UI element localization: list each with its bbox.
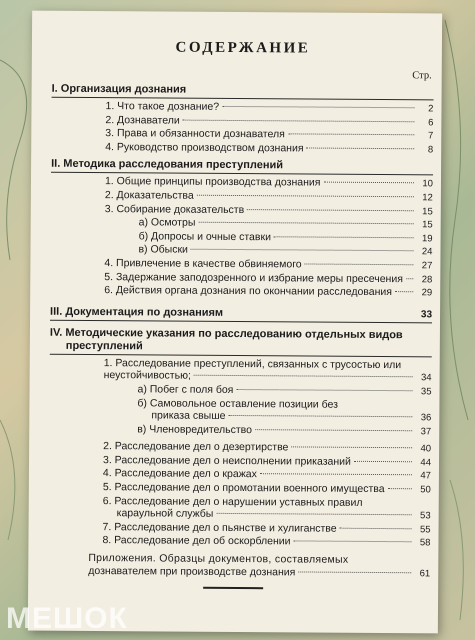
toc-entry: 6. Действия органа дознания по окончании расследования 29 bbox=[104, 284, 433, 299]
toc-entry: 2. Доказательства 12 bbox=[104, 189, 433, 204]
toc-entry: 4. Руководство производством дознания 8 bbox=[105, 140, 434, 156]
toc-entry: 1. Что такое дознание? 2 bbox=[105, 100, 434, 115]
toc-entry: 3. Расследование дел о неисполнении приказаний 44 bbox=[102, 453, 432, 469]
toc-subentry: а) Побег с поля боя 35 bbox=[137, 383, 432, 398]
end-ornament bbox=[203, 587, 263, 589]
toc-entry: 1. Расследование преступлений, связанных с трусостью или неустойчивостью; 34 bbox=[103, 356, 432, 384]
section-4-heading: IV. Методические указания по расследованию отдельных видов преступлений bbox=[49, 326, 403, 353]
appendix-entry: Приложения. Образцы документов, составляемых дознавателем при производстве дознания 61 bbox=[88, 552, 431, 579]
section-2-heading: II. Методика расследования преступлений bbox=[51, 158, 284, 172]
page-column-label: Стр. bbox=[412, 70, 432, 82]
toc-entry: 1. Общие принципы производства дознания 10 bbox=[104, 175, 434, 190]
table-of-contents bbox=[48, 39, 434, 581]
section-3-heading: III. Документация по дознаниям 33 bbox=[50, 305, 433, 321]
page-title: СОДЕРЖАНИЕ bbox=[175, 39, 311, 57]
toc-entry: 5. Задержание заподозренного и избрание меры пресечения 28 bbox=[104, 270, 433, 285]
toc-subentry: в) Членовредительство 37 bbox=[137, 423, 432, 438]
toc-entry: 6. Расследование дел о нарушении уставных правил караульной службы 53 bbox=[102, 494, 431, 522]
toc-entry: 4. Привлечение в качестве обвиняемого 27 bbox=[104, 257, 433, 272]
toc-entry: 2. Дознаватели 6 bbox=[105, 113, 434, 128]
toc-entry: 7. Расследование дел о пьянстве и хулиганстве 55 bbox=[102, 520, 431, 536]
toc-subentry: в) Обыски 24 bbox=[138, 243, 433, 258]
book-page bbox=[28, 11, 442, 634]
toc-subentry: б) Допросы и очные ставки 19 bbox=[138, 230, 433, 245]
toc-entry: 3. Права и обязанности дознавателя 7 bbox=[105, 127, 434, 142]
toc-entry: 5. Расследование дел о промотании военного имущества 50 bbox=[102, 481, 431, 496]
section-1-heading: I. Организация дознания bbox=[51, 82, 187, 96]
toc-entry: 3. Собирание доказательств 15 bbox=[104, 202, 433, 217]
toc-entry: 8. Расследование дел об оскорблении 58 bbox=[102, 534, 431, 549]
toc-subentry: б) Самовольное оставление позиции без приказа свыше 36 bbox=[137, 396, 432, 424]
watermark-logo: МЕШОК bbox=[6, 602, 128, 635]
toc-subentry: а) Осмотры 15 bbox=[138, 216, 433, 231]
toc-entry: 2. Расследование дел о дезертирстве 40 bbox=[103, 440, 432, 455]
toc-entry: 4. Расследование дел о кражах 47 bbox=[102, 467, 431, 482]
